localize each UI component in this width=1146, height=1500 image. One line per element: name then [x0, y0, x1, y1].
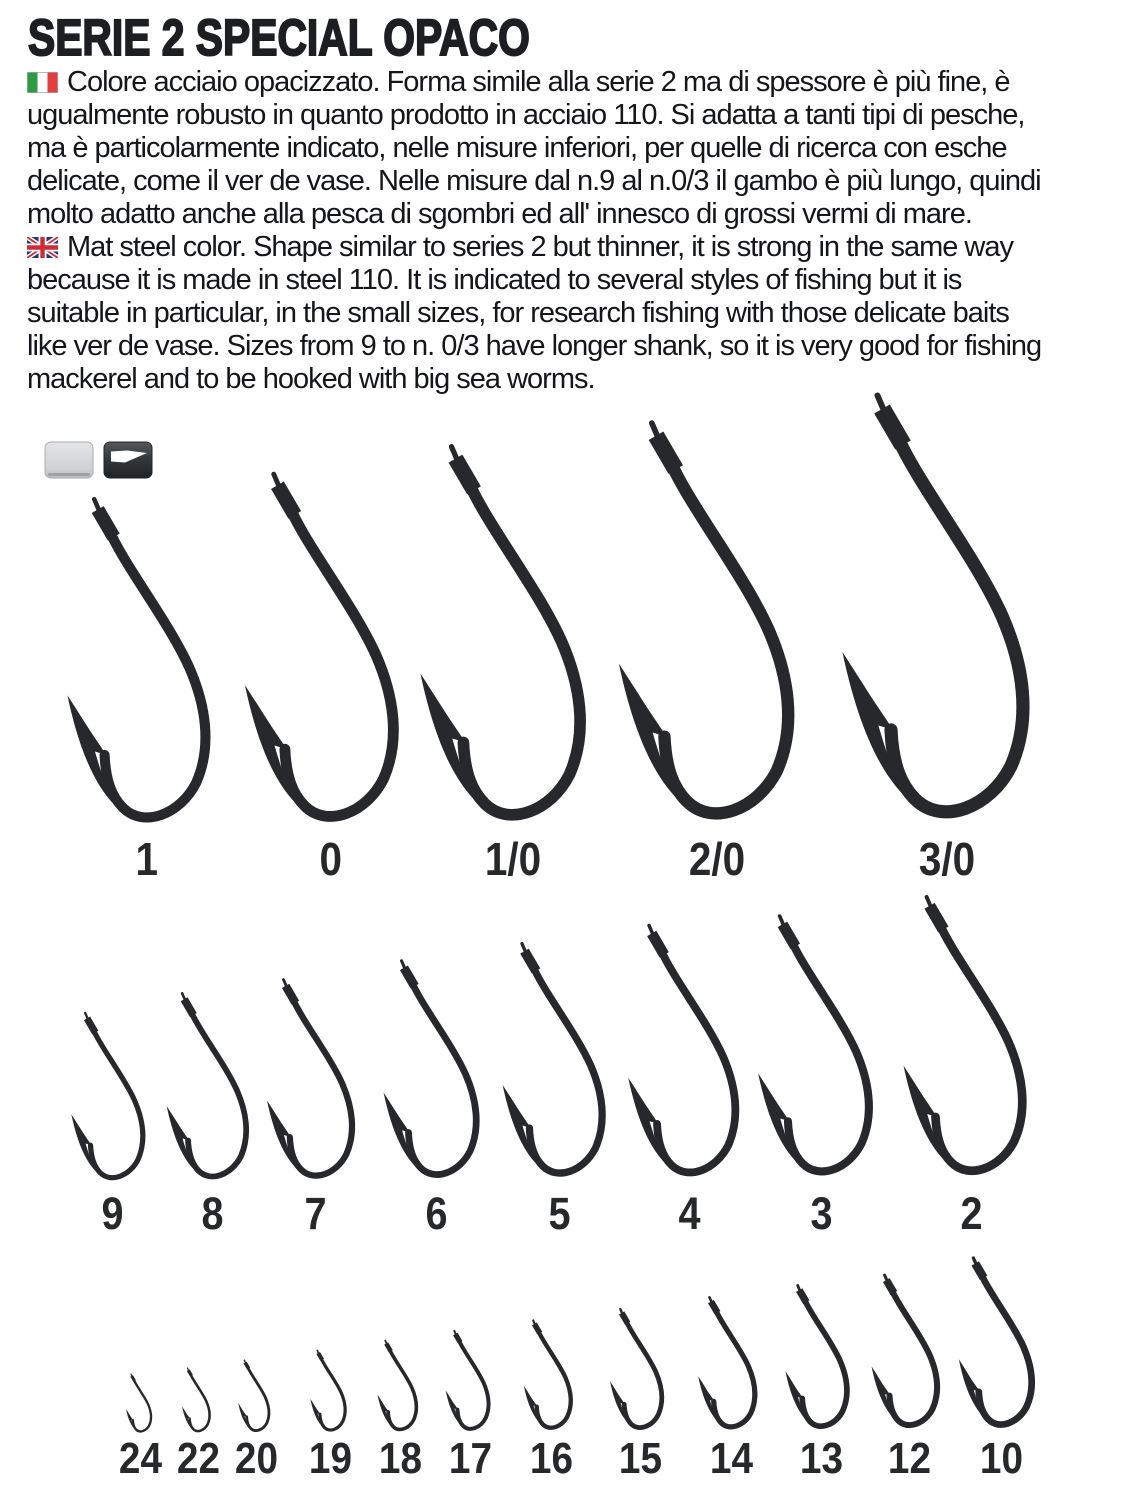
hook-item	[608, 1307, 672, 1482]
description-english	[27, 231, 1045, 396]
hook-size-label: 20	[234, 1433, 278, 1483]
hook-illustration	[753, 911, 891, 1188]
hook-illustration	[623, 921, 757, 1188]
hook-item	[444, 1329, 497, 1482]
hook-size-label: 6	[425, 1188, 449, 1239]
hook-row-small	[0, 1254, 1146, 1482]
hook-illustration	[413, 440, 612, 838]
hook-item	[263, 976, 369, 1240]
hook-item	[898, 892, 1046, 1240]
hook-size-label: 10	[979, 1433, 1023, 1483]
hook-illustration	[834, 388, 1059, 838]
uk-flag-icon	[27, 237, 58, 258]
hook-illustration	[181, 1367, 215, 1435]
hook-illustration	[237, 1359, 275, 1435]
description-italian	[27, 66, 1045, 231]
hook-illustration	[125, 1373, 156, 1435]
hook-illustration	[376, 1339, 424, 1435]
hook-size-label: 2	[960, 1188, 984, 1239]
hook-item	[753, 911, 891, 1240]
hook-size-label: 17	[448, 1433, 493, 1483]
hook-illustration	[61, 493, 233, 838]
hook-item	[238, 468, 423, 885]
hook-illustration	[379, 957, 495, 1188]
hook-item	[834, 388, 1059, 885]
hook-row-medium	[0, 892, 1146, 1240]
hook-size-label: 8	[201, 1188, 224, 1239]
hook-item	[61, 493, 233, 885]
hook-size-label: 2/0	[688, 833, 745, 885]
hook-item	[869, 1272, 950, 1482]
hook-item	[376, 1339, 424, 1482]
hook-item	[379, 957, 495, 1240]
hook-size-label: 5	[548, 1188, 572, 1239]
hook-item	[118, 1373, 163, 1483]
hook-illustration	[522, 1318, 580, 1435]
hook-item	[956, 1255, 1046, 1482]
hook-item	[234, 1359, 278, 1483]
hook-illustration	[238, 468, 423, 838]
hook-item	[68, 1010, 157, 1240]
hook-size-label: 3	[810, 1188, 834, 1239]
hook-size-label: 0	[319, 833, 342, 885]
hook-item	[783, 1283, 859, 1482]
hook-size-label: 18	[378, 1433, 422, 1483]
hook-item	[413, 440, 612, 885]
hook-size-label: 14	[709, 1433, 753, 1483]
hook-size-label: 12	[887, 1433, 932, 1483]
hook-size-label: 4	[678, 1188, 702, 1239]
hook-illustration	[696, 1295, 766, 1435]
hook-item	[163, 990, 262, 1240]
hook-size-label: 13	[799, 1433, 843, 1483]
hook-item	[611, 416, 822, 885]
hook-illustration	[611, 416, 822, 838]
hook-item	[176, 1367, 220, 1483]
hook-illustration	[956, 1255, 1046, 1435]
description-block	[27, 66, 1045, 396]
hook-illustration	[869, 1272, 950, 1435]
hook-size-label: 9	[101, 1188, 124, 1239]
hook-size-label: 15	[618, 1433, 662, 1483]
hook-size-label: 16	[529, 1433, 573, 1483]
hook-item	[309, 1349, 352, 1482]
hook-item	[522, 1318, 580, 1482]
description-english-text: Mat steel color. Shape similar to series 2 but thinner, it is strong in the same way because it is made in steel 110. It is indicated to several styles of fishing but it is suitable in particular, in the small sizes, for research fishing with those delicate baits like ver de vase. Sizes from 9 to n. 0/3 have longer shank, so it is very good for fishing mackerel and to be hooked with big sea worms.	[27, 231, 1042, 395]
hook-size-label: 24	[118, 1433, 163, 1483]
page-title: SERIE 2 SPECIAL OPACO	[28, 9, 530, 66]
hook-illustration	[498, 939, 622, 1188]
hook-item	[696, 1295, 766, 1482]
description-italian-text: Colore acciaio opacizzato. Forma simile alla serie 2 ma di spessore è più fine, è ugualmente robusto in quanto prodotto in acciaio 110. Si adatta a tanti tipi di pesche, ma è particolarmente indicato, nelle misure inferiori, per quelle di ricerca con esche delicate, come il ver de vase. Nelle misure dal n.9 al n.0/3 il gambo è più lungo, quindi molto adatto anche alla pesca di sgombri ed all' innesco di grossi vermi di mare.	[27, 66, 1041, 230]
hook-illustration	[444, 1329, 497, 1435]
hook-illustration	[608, 1307, 672, 1435]
hook-item	[498, 939, 622, 1240]
hook-size-label: 1	[135, 833, 159, 885]
hook-illustration	[163, 990, 262, 1188]
italy-flag-icon	[27, 72, 58, 93]
hook-size-label: 19	[308, 1433, 353, 1483]
hook-illustration	[263, 976, 369, 1188]
hook-illustration	[783, 1283, 859, 1435]
hook-illustration	[68, 1010, 157, 1188]
hook-row-large	[0, 388, 1146, 885]
hook-illustration	[309, 1349, 352, 1435]
hook-size-label: 1/0	[484, 833, 541, 885]
hook-size-label: 7	[304, 1188, 328, 1239]
hook-item	[623, 921, 757, 1240]
hook-size-label: 3/0	[918, 833, 975, 885]
hook-illustration	[898, 892, 1046, 1188]
hook-size-label: 22	[176, 1433, 220, 1483]
